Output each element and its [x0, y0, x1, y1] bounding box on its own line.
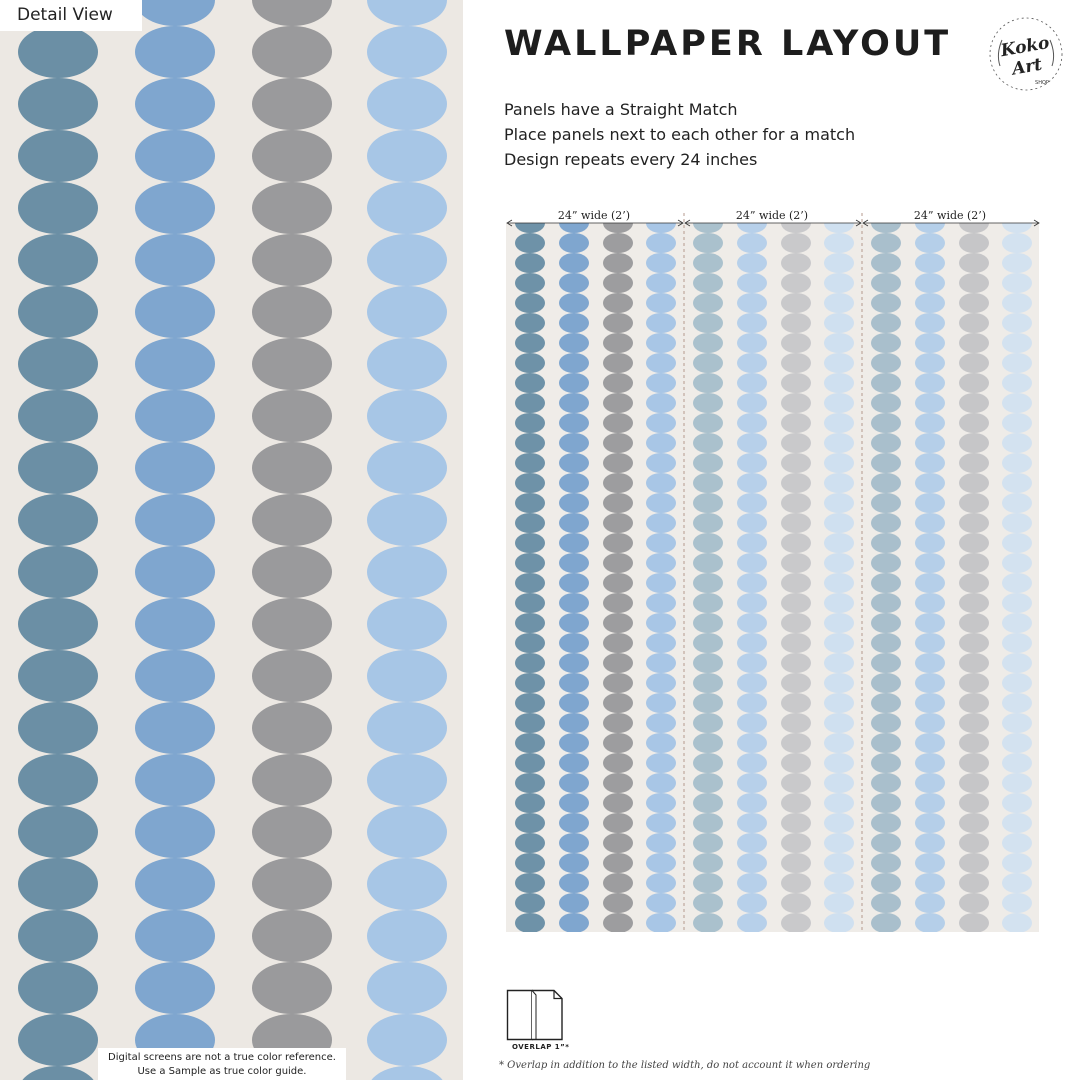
page-title: WALLPAPER LAYOUT	[504, 24, 952, 64]
panel-3-width-label: 24” wide (2’)	[862, 209, 1038, 222]
disclaimer-line-1: Digital screens are not a true color reference.	[108, 1052, 336, 1063]
logo-text-top: Koko	[999, 32, 1051, 62]
overlap-page-icon	[506, 989, 564, 1041]
koko-art-logo	[986, 14, 1066, 94]
disclaimer-line-2: Use a Sample as true color guide.	[137, 1066, 307, 1077]
logo-text-small: SHOP	[1035, 80, 1049, 86]
panel-1-width-label: 24” wide (2’)	[506, 209, 682, 222]
info-straight-match: Panels have a Straight Match	[504, 100, 738, 119]
detail-stripe-3	[252, 0, 332, 1080]
layout-info-list	[504, 97, 855, 172]
detail-view-label: Detail View	[0, 0, 142, 31]
logo-text-bottom: Art	[1010, 54, 1044, 80]
layout-panels	[504, 205, 1040, 935]
wallpaper-layout-diagram	[504, 205, 1040, 935]
overlap-footnote: * Overlap in addition to the listed width, do not account it when ordering	[499, 1060, 871, 1071]
detail-pattern	[0, 0, 463, 1080]
detail-stripe-1	[18, 0, 98, 1080]
logo-graphic	[986, 14, 1066, 94]
color-disclaimer	[98, 1048, 346, 1080]
detail-view-panel	[0, 0, 463, 1080]
detail-stripe-4	[367, 0, 447, 1080]
info-placement: Place panels next to each other for a match	[504, 125, 856, 144]
panel-2-width-label: 24” wide (2’)	[684, 209, 860, 222]
detail-stripe-2	[135, 0, 215, 1080]
overlap-label: OVERLAP 1”*	[512, 1043, 570, 1051]
overlap-icon	[506, 989, 564, 1041]
info-repeat: Design repeats every 24 inches	[504, 150, 758, 169]
